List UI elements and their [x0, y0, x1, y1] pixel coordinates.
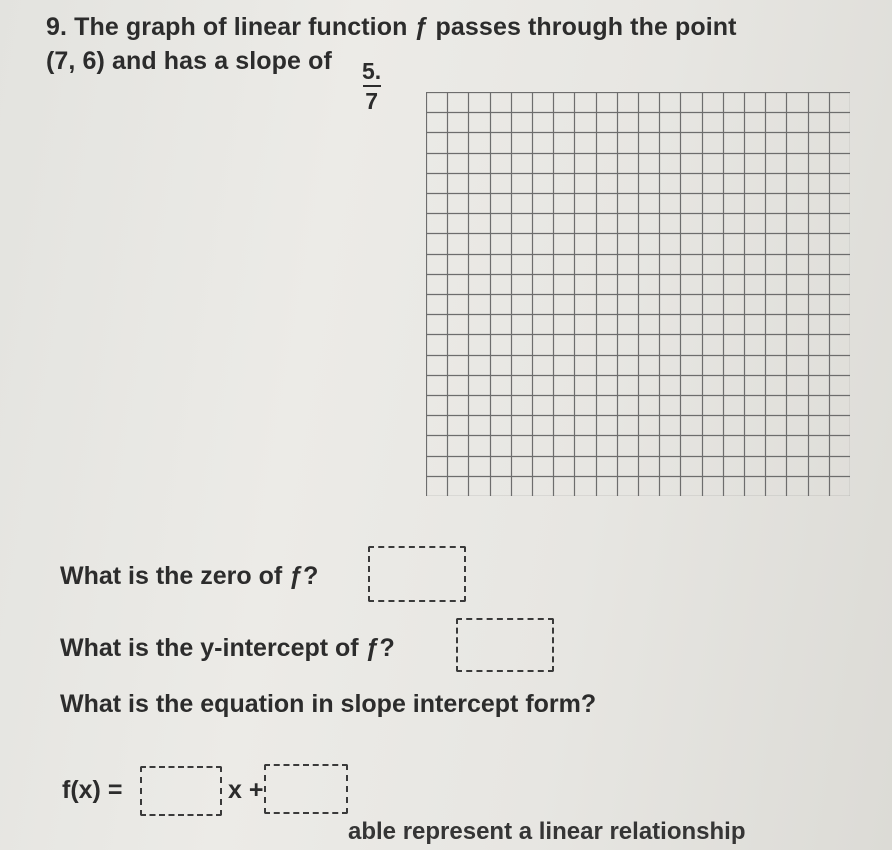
- intercept-answer-box[interactable]: [264, 764, 348, 814]
- equation-x-plus: x +: [228, 776, 264, 804]
- problem-line-1: [46, 14, 737, 42]
- y-intercept-answer-box[interactable]: [456, 618, 554, 672]
- zero-question: What is the zero of ƒ?: [60, 562, 319, 590]
- coordinate-grid[interactable]: [426, 92, 850, 496]
- equation-lhs: f(x) =: [62, 776, 123, 804]
- problem-line-2: [46, 48, 737, 76]
- problem-number: 9.: [46, 13, 68, 41]
- equation-question: What is the equation in slope intercept form?: [60, 690, 597, 718]
- zero-answer-box[interactable]: [368, 546, 466, 602]
- slope-answer-box[interactable]: [140, 766, 222, 816]
- grid-canvas[interactable]: [426, 92, 850, 496]
- y-intercept-question: What is the y-intercept of ƒ?: [60, 634, 395, 662]
- problem-text-line-2: (7, 6) and has a slope of: [46, 46, 332, 75]
- problem-text-line-1: The graph of linear function ƒ passes through the point: [74, 13, 737, 41]
- problem-statement: [46, 14, 737, 75]
- slope-denominator: 7: [365, 88, 378, 114]
- next-question-partial-text: able represent a linear relationship: [348, 818, 746, 845]
- slope-fraction: [360, 60, 383, 113]
- slope-numerator: 5.: [362, 58, 382, 84]
